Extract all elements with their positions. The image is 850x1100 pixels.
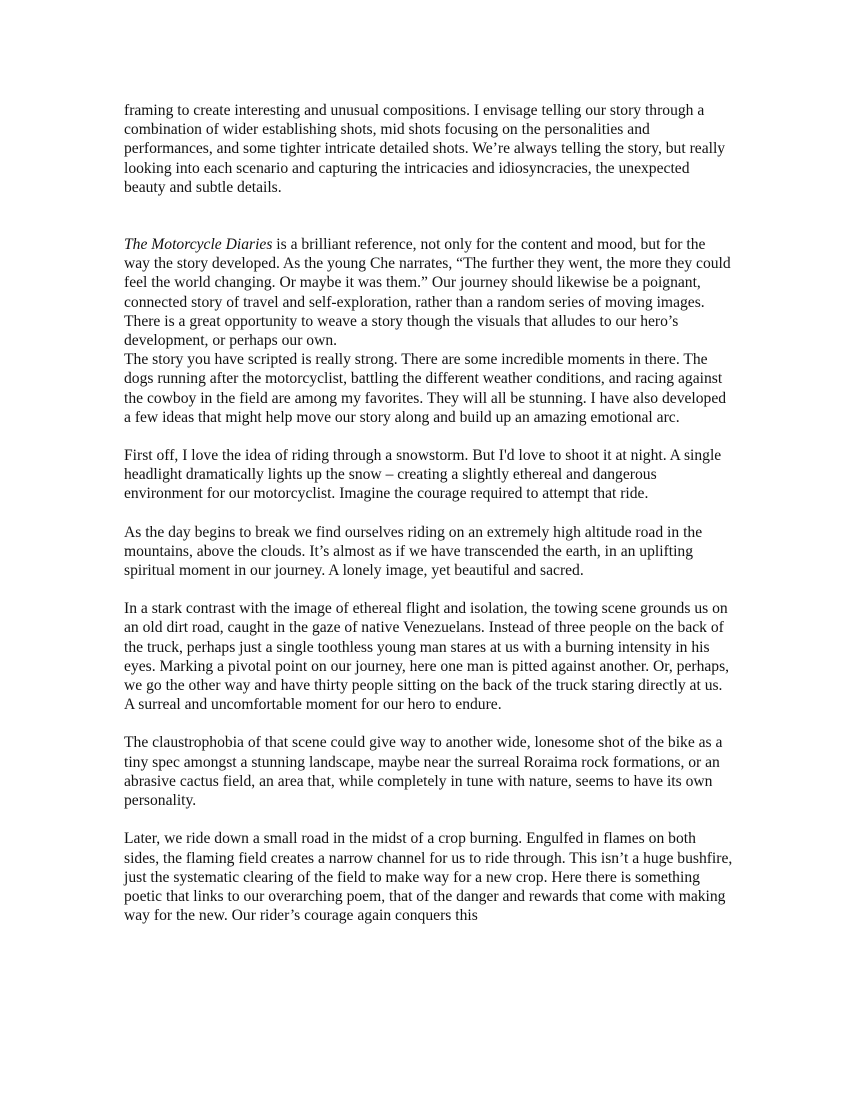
paragraph-motorcycle-diaries-text: is a brilliant reference, not only for the content and mood, but for the way the story developed. As the young Che narrates, “The further they went, the more they could feel the world changing. Or maybe it was them.” Our journey should likewise be a poignant, connected story of travel and self-exploration, rather than a random series of moving images. There is a great opportunity to weave a story though the visuals that alludes to our hero’s development, or perhaps our own.	[124, 236, 731, 350]
film-title-reference: The Motorcycle Diaries	[124, 236, 273, 254]
paragraph-high-altitude: As the day begins to break we find ourselves riding on an extremely high altitude road in the mountains, above the clouds. It’s almost as if we have transcended the earth, in an uplifting spiritual moment in our journey. A lonely image, yet beautiful and sacred.	[124, 523, 703, 580]
document-body	[124, 101, 734, 925]
paragraph-script-strong: The story you have scripted is really strong. There are some incredible moments in there. The dogs running after the motorcyclist, battling the different weather conditions, and racing against the cowboy in the field are among my favorites. They will all be stunning. I have also developed a few ideas that might help move our story along and build up an amazing emotional arc.	[124, 351, 727, 426]
paragraph-framing: framing to create interesting and unusual compositions. I envisage telling our story through a combination of wider establishing shots, mid shots focusing on the personalities and performances, and some tighter intricate detailed shots. We’re always telling the story, but really looking into each scenario and capturing the intricacies and idiosyncracies, the unexpected beauty and subtle details.	[124, 102, 726, 196]
paragraph-snowstorm: First off, I love the idea of riding through a snowstorm. But I'd love to shoot it at night. A single headlight dramatically lights up the snow – creating a slightly ethereal and dangerous environment for our motorcyclist. Imagine the courage required to attempt that ride.	[124, 447, 722, 503]
paragraph-landscape: The claustrophobia of that scene could give way to another wide, lonesome shot of the bike as a tiny spec amongst a stunning landscape, maybe near the surreal Roraima rock formations, or an abrasive cactus field, an area that, while completely in tune with nature, seems to have its own personality.	[124, 734, 723, 810]
paragraph-motorcycle-diaries	[124, 235, 734, 350]
paragraph-towing-scene: In a stark contrast with the image of ethereal flight and isolation, the towing scene grounds us on an old dirt road, caught in the gaze of native Venezuelans. Instead of three people on the back of the truck, perhaps just a single toothless young man stares at us with a burning intensity in his eyes. Marking a pivotal point on our journey, here one man is pitted against another. Or, perhaps, we go the other way and have thirty people sitting on the back of the truck staring directly at us. A surreal and uncomfortable moment for our hero to endure.	[124, 600, 730, 714]
paragraph-crop-burning: Later, we ride down a small road in the midst of a crop burning. Engulfed in flames on both sides, the flaming field creates a narrow channel for us to ride through. This isn’t a huge bushfire, just the systematic clearing of the field to make way for a new crop. Here there is something poetic that links to our overarching poem, that of the danger and rewards that come with making way for the new. Our rider’s courage again conquers this	[124, 830, 733, 925]
